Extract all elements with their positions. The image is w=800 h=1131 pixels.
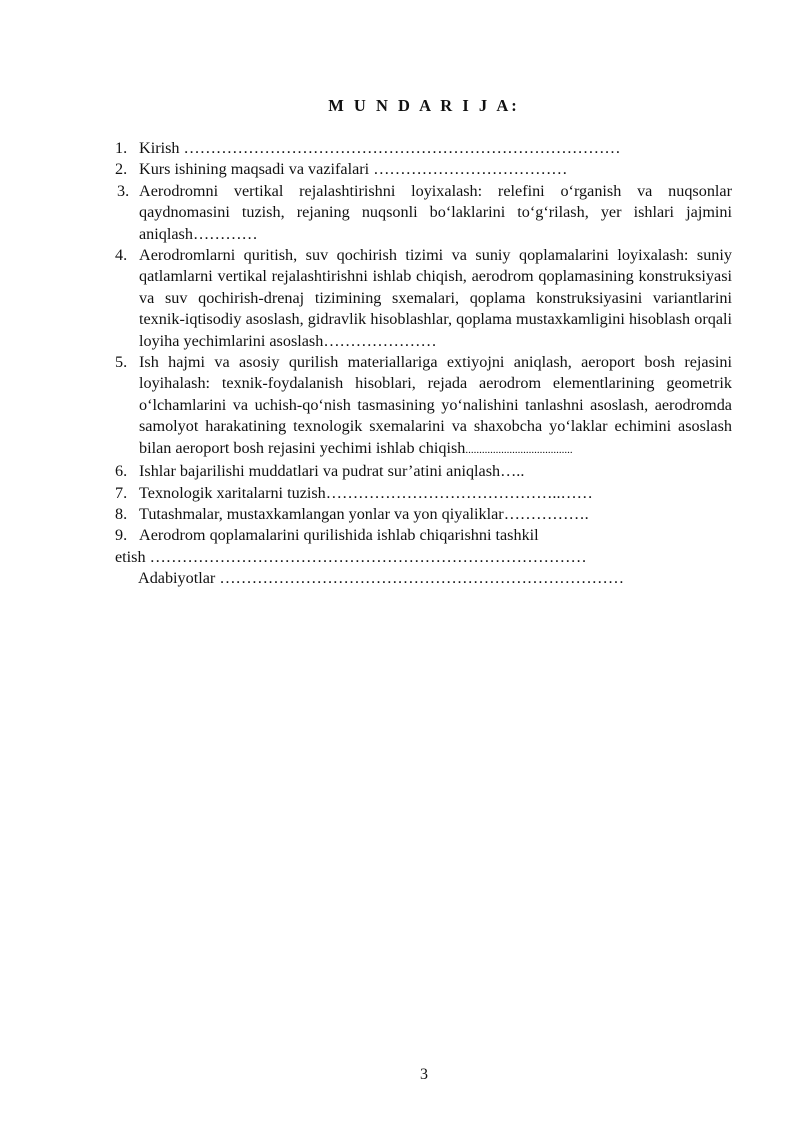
toc-item-text: Texnologik xaritalarni tuzish……………………………………..…… [139, 483, 593, 502]
toc-item-4 [115, 245, 732, 352]
toc-item-number: 5. [115, 353, 128, 372]
toc-item-number: 3. [117, 181, 130, 200]
toc-item-number: 4. [115, 246, 128, 265]
toc-item-text: Aerodromni vertikal rejalashtirishni loyixalash: relefini o‘rganish va nuqsonlar qaydnomasini tuzish, rejaning nuqsonli bo‘laklarini to‘g‘rilash, yer ishlari jajmini aniqlash………… [139, 181, 732, 243]
toc-item-3 [115, 181, 732, 245]
toc-item-text: Kirish ……………………………………………………………………… [139, 139, 621, 157]
toc-item-number: 6. [115, 462, 128, 481]
toc-item-text: Aerodrom qoplamalarini qurilishida ishlab chiqarishni tashkil [139, 526, 539, 545]
toc-item-continuation: etish ……………………………………………………………………… [115, 547, 587, 566]
toc-item-number: 2. [115, 160, 128, 179]
toc-item-number: 7. [115, 483, 128, 502]
toc-item-text: Ish hajmi va asosiy qurilish materiallariga extiyojni aniqlash, aeroport bosh rejasini loyihalash: texnik-foydalanish hisoblari, rejada aerodrom elementlarining geometrik o‘lchamlarini va uchish-qo‘nish tasmasining yo‘nalishini tanlashni asoslash, aerodromda samolyot harakatining texnologik sxemalarini va shaxobcha yo‘laklar echimini asoslash bilan aeroport bosh rejasini yechimi ishlab chiqish [139, 353, 732, 457]
toc-item-leader-dots: ....................................... [465, 443, 573, 456]
table-of-contents [115, 138, 732, 590]
page-number: 3 [420, 1066, 428, 1083]
toc-item-5 [115, 352, 732, 461]
toc-item-text: Ishlar bajarilishi muddatlari va pudrat sur’atini aniqlash….. [139, 462, 525, 481]
page-title: M U N D A R I J A: [328, 96, 520, 115]
toc-item-number: 8. [115, 504, 128, 523]
toc-item-number: 9. [115, 526, 128, 545]
toc-item-6 [115, 461, 732, 482]
toc-item-number: 1. [115, 139, 128, 157]
toc-item-7 [115, 483, 732, 504]
toc-references: Adabiyotlar ………………………………………………………………… [138, 569, 625, 588]
toc-item-8 [115, 504, 732, 525]
toc-item-text: Aerodromlarni quritish, suv qochirish tizimi va suniy qoplamalarini loyixalash: suniy qatlamlarni vertikal rejalashtirishni ishlab chiqish, aerodrom qoplamasining konstruksiyasi va suv qochirish-drenaj tizimining sxemalari, qoplama konstruksiyasini variantlarini texnik-iqtisodiy asoslash, gidravlik hisoblashlar, qoplama mustaxkamligini hisoblash orqali loyiha yechimlarini asoslash………………… [139, 246, 732, 350]
toc-item-text: Tutashmalar, mustaxkamlangan yonlar va yon qiyaliklar……………. [139, 504, 589, 523]
toc-item-2 [115, 159, 732, 180]
toc-item-1 [115, 138, 732, 159]
toc-item-9 [115, 525, 732, 568]
toc-item-text: Kurs ishining maqsadi va vazifalari ……………………………… [139, 160, 568, 179]
